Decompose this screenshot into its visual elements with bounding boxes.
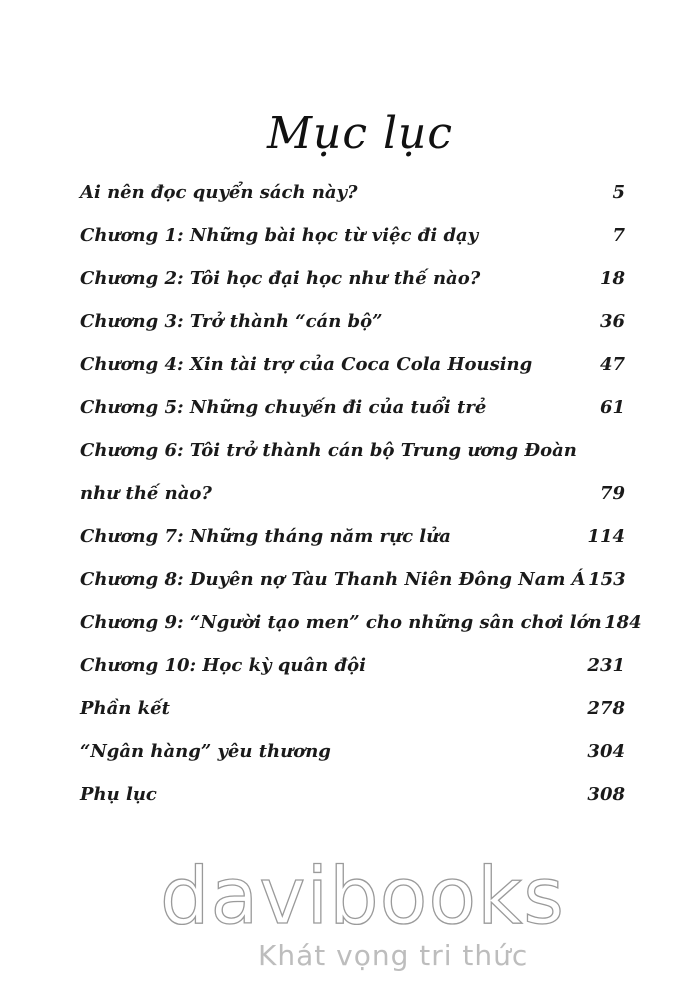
toc-entry-label: Phụ lục: [80, 784, 157, 805]
toc-entry-page: 304: [587, 741, 625, 762]
toc-entry-page: 308: [587, 784, 625, 805]
toc-entry-page: 184: [604, 612, 642, 633]
toc-entry-label: Chương 5: Những chuyến đi của tuổi trẻ: [80, 397, 487, 418]
toc-entry-label: Chương 2: Tôi học đại học như thế nào?: [80, 268, 481, 289]
toc-entry-page: 36: [599, 311, 625, 332]
toc-entry-label: Chương 6: Tôi trở thành cán bộ Trung ương Đoàn: [80, 440, 577, 461]
toc-entry-label: Chương 4: Xin tài trợ của Coca Cola Housing: [80, 354, 533, 375]
page-title: Mục lục: [266, 108, 454, 159]
watermark-slogan: Khát vọng tri thức: [258, 939, 529, 972]
toc-entry: [80, 773, 625, 816]
toc-entry-page: 18: [599, 268, 625, 289]
toc-entry-label: Chương 8: Duyên nợ Tàu Thanh Niên Đông Nam Á: [80, 569, 586, 590]
toc-entry-page: 278: [587, 698, 625, 719]
toc-entry-label: Phần kết: [80, 698, 170, 719]
toc-entry-page: 79: [599, 483, 625, 504]
toc-entry: [80, 257, 625, 300]
toc-entry: [80, 429, 625, 472]
toc-entry-label: Chương 7: Những tháng năm rực lửa: [80, 526, 451, 547]
toc-entry: [80, 687, 625, 730]
toc-entry-label: Ai nên đọc quyển sách này?: [80, 182, 358, 203]
toc-entry: [80, 558, 625, 601]
toc-entry-page: 114: [587, 526, 625, 547]
publisher-watermark: [0, 852, 700, 980]
toc-entry-label: “Ngân hàng” yêu thương: [80, 741, 331, 762]
watermark-brand-name: davibooks: [160, 852, 565, 942]
table-of-contents: [80, 171, 642, 816]
toc-entry-page: 231: [587, 655, 625, 676]
toc-entry: [80, 644, 625, 687]
toc-entry-page: 7: [612, 225, 625, 246]
toc-entry-label: Chương 3: Trở thành “cán bộ”: [80, 311, 383, 332]
toc-entry: [80, 515, 625, 558]
toc-entry-page: 61: [599, 397, 625, 418]
toc-entry-page: 5: [612, 182, 625, 203]
toc-entry: [80, 386, 625, 429]
toc-entry-page: 47: [599, 354, 625, 375]
toc-entry: [80, 730, 625, 773]
toc-entry-label: Chương 1: Những bài học từ việc đi dạy: [80, 225, 479, 246]
toc-entry: [80, 300, 625, 343]
toc-entry: [80, 343, 625, 386]
toc-entry-label: Chương 10: Học kỳ quân đội: [80, 655, 366, 676]
toc-entry: [80, 601, 642, 644]
toc-entry: [80, 214, 625, 257]
toc-entry-label: như thế nào?: [80, 483, 212, 504]
toc-entry: [80, 171, 625, 214]
toc-entry-page: 153: [588, 569, 626, 590]
toc-entry: [80, 472, 625, 515]
toc-entry-label: Chương 9: “Người tạo men” cho những sân chơi lớn: [80, 612, 602, 633]
